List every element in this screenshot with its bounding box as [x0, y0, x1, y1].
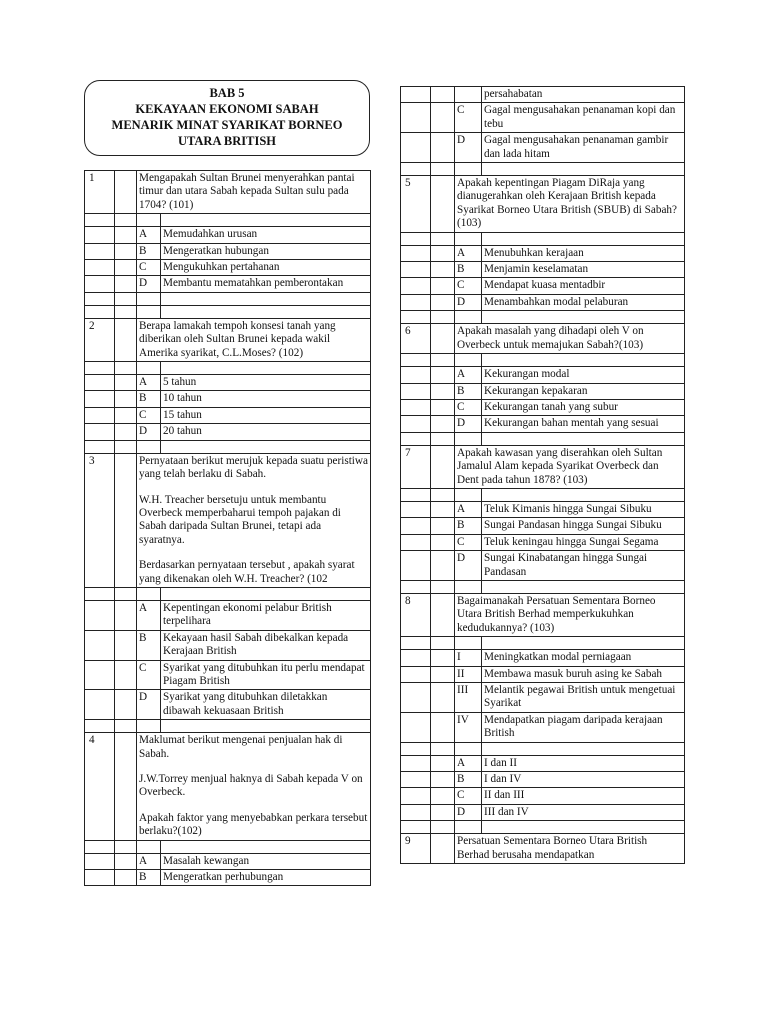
- question-row: [401, 445, 685, 488]
- question-text: [137, 453, 371, 587]
- option-text: Mengeratkan perhubungan: [161, 870, 371, 886]
- option-row: [85, 690, 371, 720]
- option-text: Gagal mengusahakan penanaman gambir dan lada hitam: [482, 133, 685, 163]
- option-text: Membantu mematahkan pemberontakan: [161, 276, 371, 292]
- option-key: D: [455, 416, 482, 432]
- option-row: [401, 133, 685, 163]
- option-row: [401, 788, 685, 804]
- option-row: [401, 804, 685, 820]
- question-row: [401, 324, 685, 354]
- option-text: Memudahkan urusan: [161, 227, 371, 243]
- statement-row: [401, 712, 685, 742]
- option-key: A: [455, 501, 482, 517]
- option-row: [401, 278, 685, 294]
- question-text: Apakah masalah yang dihadapi oleh V on Overbeck untuk memajukan Sabah?(103): [455, 324, 685, 354]
- option-text: Sungai Kinabatangan hingga Sungai Pandasan: [482, 551, 685, 581]
- question-text: Bagaimanakah Persatuan Sementara Borneo Utara British Berhad memperkukuhkan kedudukannya? (103): [455, 593, 685, 636]
- question-text: Berapa lamakah tempoh konsesi tanah yang diberikan oleh Sultan Brunei kepada wakil Amerika syarikat, C.L.Moses? (102): [137, 318, 371, 361]
- option-row: [85, 853, 371, 869]
- option-text: I dan II: [482, 755, 685, 771]
- option-text: Mengeratkan hubungan: [161, 243, 371, 259]
- option-row: [401, 262, 685, 278]
- option-row: [85, 407, 371, 423]
- option-row: [401, 103, 685, 133]
- option-row: [401, 383, 685, 399]
- option-key: A: [455, 755, 482, 771]
- question-prompt: Berdasarkan pernyataan tersebut , apakah syarat yang dikenakan oleh W.H. Treacher? (102: [139, 559, 355, 585]
- question-number: 3: [85, 453, 115, 587]
- option-text: Menubuhkan kerajaan: [482, 245, 685, 261]
- question-stem: Maklumat berikut mengenai penjualan hak di Sabah.: [139, 734, 343, 760]
- question-text: Apakah kepentingan Piagam DiRaja yang dianugerahkan oleh Kerajaan British kepada Syarikat Borneo Utara British (SBUB) di Sabah? (103): [455, 176, 685, 233]
- option-text: Teluk keningau hingga Sungai Segama: [482, 534, 685, 550]
- option-key: D: [455, 133, 482, 163]
- option-row: [85, 227, 371, 243]
- option-text: Kekayaan hasil Sabah dibekalkan kepada Kerajaan British: [161, 630, 371, 660]
- chapter-title-line: UTARA BRITISH: [177, 134, 277, 148]
- option-key: C: [455, 534, 482, 550]
- option-key: D: [137, 276, 161, 292]
- option-text: Masalah kewangan: [161, 853, 371, 869]
- option-text: Syarikat yang ditubuhkan itu perlu mendapat Piagam British: [161, 660, 371, 690]
- option-key: B: [455, 518, 482, 534]
- option-row: [401, 87, 685, 103]
- question-row: [401, 834, 685, 864]
- option-row: [85, 424, 371, 440]
- option-key: C: [137, 260, 161, 276]
- option-key: A: [137, 853, 161, 869]
- question-table-right: [400, 86, 685, 864]
- option-key: A: [137, 227, 161, 243]
- question-row: [85, 733, 371, 840]
- option-text: Syarikat yang ditubuhkan diletakkan dibawah kekuasaan British: [161, 690, 371, 720]
- option-text: Menjamin keselamatan: [482, 262, 685, 278]
- chapter-title-line: MENARIK MINAT SYARIKAT BORNEO: [111, 118, 343, 132]
- statement-row: [401, 666, 685, 682]
- question-number: 6: [401, 324, 431, 354]
- option-key: B: [137, 870, 161, 886]
- option-key: C: [455, 788, 482, 804]
- option-row: [401, 518, 685, 534]
- option-row: [85, 391, 371, 407]
- option-text: Kekurangan tanah yang subur: [482, 399, 685, 415]
- option-text: Mengukuhkan pertahanan: [161, 260, 371, 276]
- statement-row: [401, 650, 685, 666]
- option-key: D: [455, 294, 482, 310]
- question-number: 2: [85, 318, 115, 361]
- option-key: B: [455, 383, 482, 399]
- question-text: Apakah kawasan yang diserahkan oleh Sultan Jamalul Alam kepada Syarikat Overbeck dan Dent pada tahun 1878? (103): [455, 445, 685, 488]
- option-key: A: [137, 375, 161, 391]
- question-row: [401, 176, 685, 233]
- statement-text: Melantik pegawai British untuk mengetuai Syarikat: [482, 683, 685, 713]
- option-text: Gagal mengusahakan penanaman kopi dan tebu: [482, 103, 685, 133]
- option-key: B: [137, 630, 161, 660]
- option-row: [85, 870, 371, 886]
- option-key: B: [455, 262, 482, 278]
- question-row: [85, 318, 371, 361]
- option-key: B: [137, 391, 161, 407]
- statement-key: III: [455, 683, 482, 713]
- option-row: [401, 399, 685, 415]
- option-row: [85, 243, 371, 259]
- question-row: [401, 593, 685, 636]
- question-excerpt: W.H. Treacher bersetuju untuk membantu Overbeck memperbaharui tempoh pajakan di Sabah daripada Sultan Brunei, tetapi ada syaratnya.: [139, 493, 341, 546]
- option-key: B: [137, 243, 161, 259]
- question-number: 5: [401, 176, 431, 233]
- option-row: [401, 551, 685, 581]
- option-text: III dan IV: [482, 804, 685, 820]
- option-row: [401, 416, 685, 432]
- option-text: 10 tahun: [161, 391, 371, 407]
- option-row: [85, 600, 371, 630]
- option-row: [85, 630, 371, 660]
- option-text: Mendapat kuasa mentadbir: [482, 278, 685, 294]
- option-row: [85, 375, 371, 391]
- option-row: [85, 260, 371, 276]
- option-text: persahabatan: [482, 87, 685, 103]
- question-prompt: Apakah faktor yang menyebabkan perkara tersebut berlaku?(102): [139, 811, 368, 838]
- option-text: 20 tahun: [161, 424, 371, 440]
- question-number: 9: [401, 834, 431, 864]
- option-row: [401, 245, 685, 261]
- question-row: [85, 171, 371, 214]
- option-key: C: [137, 660, 161, 690]
- statement-text: Membawa masuk buruh asing ke Sabah: [482, 666, 685, 682]
- chapter-number: BAB 5: [209, 86, 245, 100]
- option-key: [455, 87, 482, 103]
- option-text: II dan III: [482, 788, 685, 804]
- question-number: 7: [401, 445, 431, 488]
- option-key: C: [455, 103, 482, 133]
- option-row: [85, 660, 371, 690]
- option-key: A: [455, 367, 482, 383]
- option-text: Menambahkan modal pelaburan: [482, 294, 685, 310]
- option-text: 15 tahun: [161, 407, 371, 423]
- question-text: Mengapakah Sultan Brunei menyerahkan pantai timur dan utara Sabah kepada Sultan sulu pada 1704? (101): [137, 171, 371, 214]
- option-key: C: [455, 399, 482, 415]
- option-key: D: [137, 690, 161, 720]
- option-key: D: [455, 551, 482, 581]
- option-row: [401, 367, 685, 383]
- option-key: D: [455, 804, 482, 820]
- option-row: [85, 276, 371, 292]
- option-key: D: [137, 424, 161, 440]
- question-stem: Pernyataan berikut merujuk kepada suatu peristiwa yang telah berlaku di Sabah.: [139, 454, 368, 481]
- option-key: C: [137, 407, 161, 423]
- question-number: 4: [85, 733, 115, 840]
- question-number: 1: [85, 171, 115, 214]
- question-text: [137, 733, 371, 840]
- question-text: Persatuan Sementara Borneo Utara British Berhad berusaha mendapatkan: [455, 834, 685, 864]
- question-excerpt: J.W.Torrey menjual haknya di Sabah kepada V on Overbeck.: [139, 773, 363, 799]
- option-text: Kekurangan kepakaran: [482, 383, 685, 399]
- chapter-title-box: [84, 80, 370, 156]
- option-row: [401, 534, 685, 550]
- question-table-left: [84, 170, 371, 886]
- option-row: [401, 755, 685, 771]
- option-key: A: [137, 600, 161, 630]
- statement-key: IV: [455, 712, 482, 742]
- statement-text: Mendapatkan piagam daripada kerajaan British: [482, 712, 685, 742]
- statement-key: II: [455, 666, 482, 682]
- option-row: [401, 501, 685, 517]
- statement-row: [401, 683, 685, 713]
- option-text: Kekurangan bahan mentah yang sesuai: [482, 416, 685, 432]
- option-key: A: [455, 245, 482, 261]
- question-number: 8: [401, 593, 431, 636]
- statement-text: Meningkatkan modal perniagaan: [482, 650, 685, 666]
- option-text: 5 tahun: [161, 375, 371, 391]
- statement-key: I: [455, 650, 482, 666]
- option-text: I dan IV: [482, 772, 685, 788]
- option-text: Sungai Pandasan hingga Sungai Sibuku: [482, 518, 685, 534]
- chapter-title-line: KEKAYAAN EKONOMI SABAH: [135, 102, 319, 116]
- option-row: [401, 772, 685, 788]
- option-text: Kekurangan modal: [482, 367, 685, 383]
- option-key: C: [455, 278, 482, 294]
- option-text: Teluk Kimanis hingga Sungai Sibuku: [482, 501, 685, 517]
- option-text: Kepentingan ekonomi pelabur British terpelihara: [161, 600, 371, 630]
- question-row: [85, 453, 371, 587]
- option-key: B: [455, 772, 482, 788]
- option-row: [401, 294, 685, 310]
